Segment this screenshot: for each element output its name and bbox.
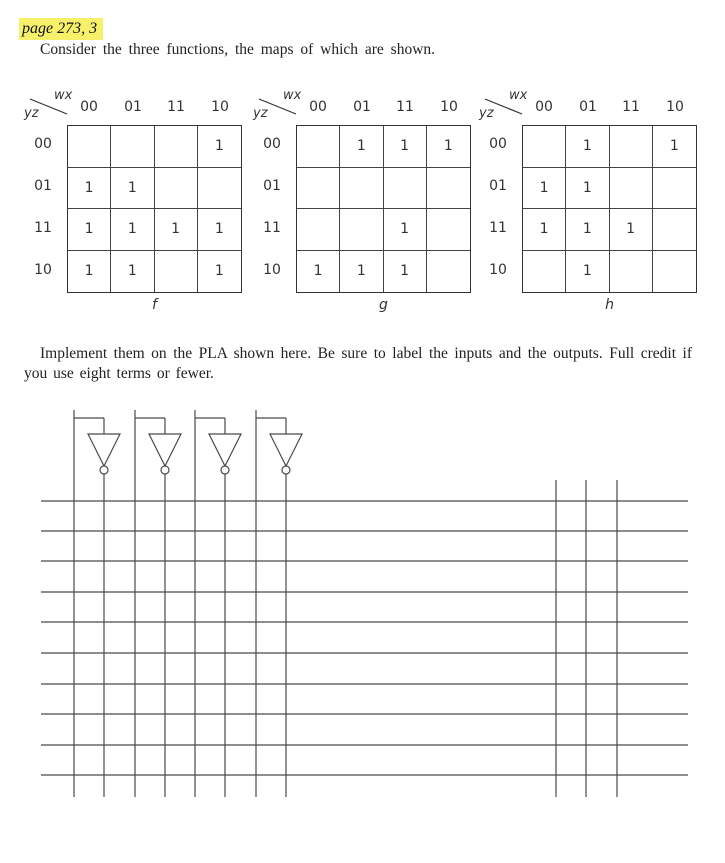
col-header: 11: [396, 99, 414, 115]
col-var-label: wx: [509, 88, 528, 103]
function-name: g: [379, 297, 388, 313]
col-var-label: wx: [283, 88, 302, 103]
col-header: 00: [80, 99, 98, 115]
input-inverter: [74, 410, 120, 797]
map-cell: 1: [68, 209, 111, 251]
map-cell: 1: [155, 209, 198, 251]
row-header: 10: [489, 262, 507, 278]
col-header: 01: [579, 99, 597, 115]
row-header: 00: [489, 136, 507, 152]
map-cell: 1: [523, 168, 566, 210]
row-header: 00: [263, 136, 281, 152]
map-cell: 1: [297, 251, 340, 293]
map-cell: 1: [566, 126, 609, 168]
col-header: 11: [622, 99, 640, 115]
instruction-text: Implement them on the PLA shown here. Be sure to label the inputs and the outputs. Full credit if you use eight terms or fewer.: [24, 345, 692, 382]
col-header: 00: [535, 99, 553, 115]
function-name: h: [605, 297, 614, 313]
col-var-label: wx: [54, 88, 73, 103]
col-header: 11: [167, 99, 185, 115]
map-cell: 1: [384, 126, 427, 168]
map-cell: 1: [610, 209, 653, 251]
input-inverter: [195, 410, 241, 797]
col-header: 10: [666, 99, 684, 115]
map-cell: 1: [198, 209, 241, 251]
map-cell: 1: [523, 209, 566, 251]
map-cell: 1: [427, 126, 470, 168]
row-var-label: yz: [479, 106, 494, 121]
map-cell: 1: [566, 209, 609, 251]
map-cell: 1: [653, 126, 696, 168]
row-header: 11: [34, 220, 52, 236]
page-reference: page 273, 3: [19, 18, 103, 40]
map-cell: 1: [68, 251, 111, 293]
input-inverter: [135, 410, 181, 797]
input-inverter: [256, 410, 302, 797]
row-header: 01: [263, 178, 281, 194]
col-header: 00: [309, 99, 327, 115]
row-header: 01: [489, 178, 507, 194]
map-cell: 1: [214, 263, 224, 280]
map-cell: 1: [111, 251, 154, 293]
row-header: 10: [34, 262, 52, 278]
row-var-label: yz: [24, 106, 39, 121]
map-cell: 1: [340, 251, 383, 293]
col-header: 01: [124, 99, 142, 115]
col-header: 10: [211, 99, 229, 115]
map-cell: 1: [111, 168, 154, 210]
col-header: 10: [440, 99, 458, 115]
intro-text: Consider the three functions, the maps of which are shown.: [40, 41, 436, 58]
map-cell: 1: [384, 209, 427, 251]
map-cell: 1: [566, 251, 609, 293]
row-header: 00: [34, 136, 52, 152]
map-cell: 1: [68, 168, 111, 210]
map-cell: 1: [566, 168, 609, 210]
map-cell: 1: [111, 209, 154, 251]
col-header: 01: [353, 99, 371, 115]
map-cell: 1: [384, 251, 427, 293]
row-var-label: yz: [253, 106, 268, 121]
function-name: f: [152, 297, 157, 313]
map-cell: 1: [340, 126, 383, 168]
row-header: 10: [263, 262, 281, 278]
row-header: 11: [489, 220, 507, 236]
map-cell: 1: [198, 126, 241, 168]
row-header: 01: [34, 178, 52, 194]
row-header: 11: [263, 220, 281, 236]
